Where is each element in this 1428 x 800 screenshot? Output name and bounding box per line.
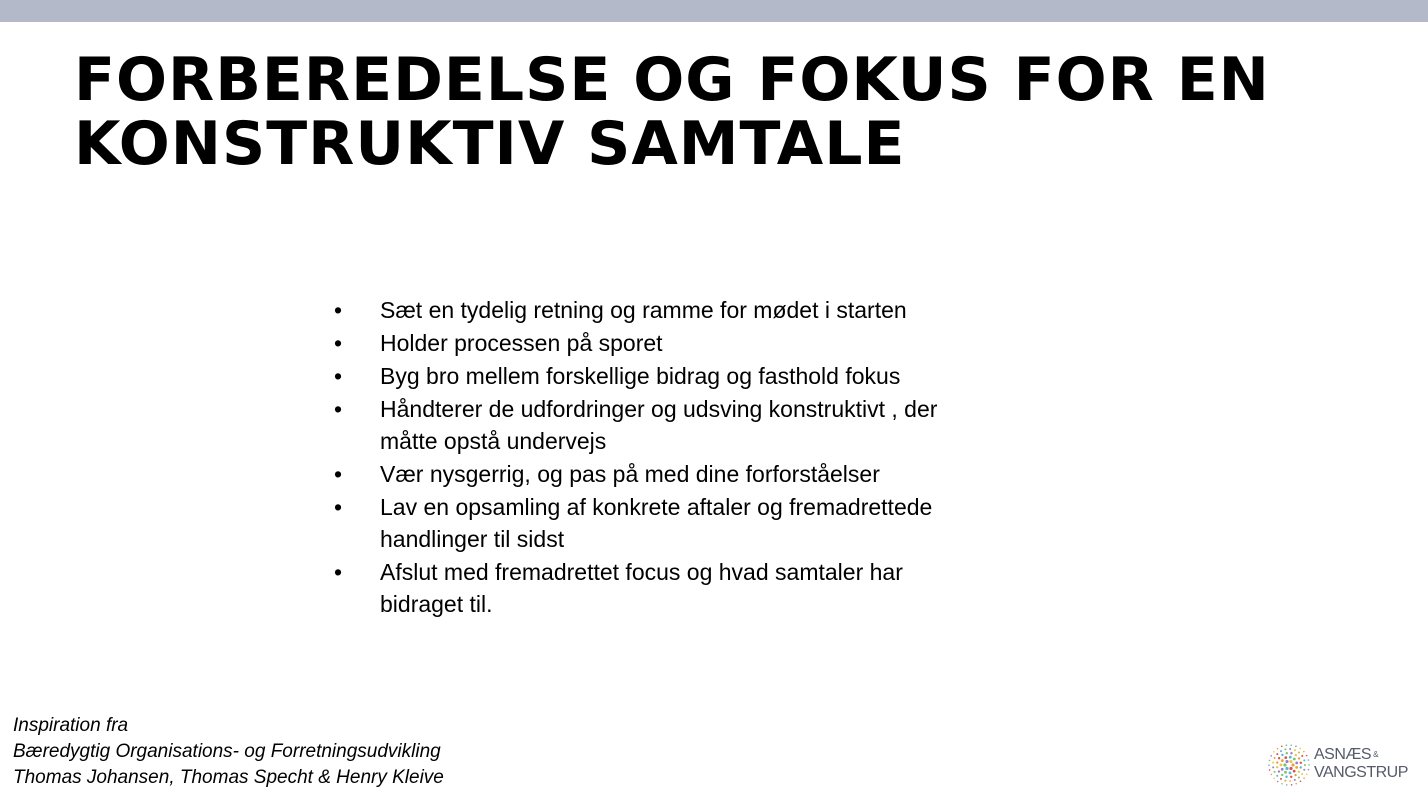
- logo-dot: [1276, 753, 1278, 755]
- logo-wordmark: [1314, 746, 1408, 782]
- company-logo: [1266, 742, 1411, 790]
- credit-line: Thomas Johansen, Thomas Specht & Henry Kleive: [13, 767, 444, 788]
- logo-dot: [1281, 754, 1283, 756]
- logo-dot: [1285, 760, 1288, 763]
- logo-dot: [1295, 783, 1297, 785]
- logo-dot: [1274, 771, 1276, 773]
- logo-dot: [1290, 776, 1292, 778]
- bullet-item: [332, 458, 1032, 490]
- logo-dot: [1273, 751, 1275, 753]
- logo-dot: [1295, 754, 1297, 756]
- bullet-text: Holder processen på sporet: [380, 330, 663, 356]
- logo-ampersand: &: [1373, 750, 1378, 759]
- logo-dot: [1281, 759, 1284, 762]
- bullet-icon: •: [334, 297, 343, 323]
- logo-dot: [1294, 779, 1296, 781]
- logo-dot: [1298, 752, 1300, 754]
- logo-dot: [1303, 769, 1305, 771]
- bullet-item: [332, 360, 1032, 392]
- logo-dot: [1272, 762, 1274, 764]
- bullet-text: Lav en opsamling af konkrete aftaler og fremadrettede: [380, 494, 933, 520]
- logo-dot: [1291, 763, 1294, 766]
- logo-dot: [1281, 768, 1284, 771]
- bullet-item: [332, 393, 1032, 457]
- logo-dot: [1277, 748, 1279, 750]
- logo-dot: [1300, 781, 1302, 783]
- logo-dot: [1269, 760, 1271, 762]
- logo-dots-icon: [1266, 742, 1312, 788]
- bullet-text: Byg bro mellem forskellige bidrag og fasthold fokus: [380, 363, 901, 389]
- logo-dot: [1289, 756, 1292, 759]
- logo-dot: [1276, 761, 1278, 763]
- logo-dot: [1273, 778, 1275, 780]
- bullet-item: [332, 327, 1032, 359]
- logo-dot: [1295, 766, 1298, 769]
- logo-dot: [1304, 764, 1306, 766]
- logo-dot: [1276, 766, 1278, 768]
- logo-dot: [1303, 777, 1305, 779]
- logo-dot: [1286, 784, 1288, 786]
- logo-dot: [1281, 774, 1283, 776]
- logo-dot: [1281, 746, 1283, 748]
- logo-dot: [1268, 764, 1270, 766]
- logo-dot: [1276, 775, 1278, 777]
- bullet-icon: •: [334, 363, 343, 389]
- bullet-item: [332, 556, 1032, 620]
- logo-dot: [1289, 772, 1292, 775]
- logo-dot: [1300, 762, 1302, 764]
- logo-dot: [1293, 758, 1296, 761]
- logo-dot: [1299, 748, 1301, 750]
- bullet-icon: •: [334, 461, 343, 487]
- logo-dot: [1270, 755, 1272, 757]
- logo-dot: [1286, 752, 1288, 754]
- credit-line: Inspiration fra: [13, 715, 129, 736]
- footer-credit: [13, 713, 444, 791]
- logo-dot: [1301, 755, 1303, 757]
- logo-dot: [1293, 770, 1296, 773]
- logo-line-2: VANGSTRUP: [1314, 764, 1408, 781]
- logo-dot: [1285, 767, 1288, 770]
- logo-dot: [1271, 774, 1273, 776]
- logo-dot: [1289, 748, 1291, 750]
- logo-dot: [1290, 752, 1292, 754]
- logo-dot: [1306, 773, 1308, 775]
- bullet-icon: •: [334, 330, 343, 356]
- bullet-list: [332, 294, 1032, 621]
- logo-dot: [1308, 769, 1310, 771]
- logo-dot: [1286, 744, 1288, 746]
- logo-dot: [1308, 764, 1310, 766]
- bullet-item: [332, 491, 1032, 555]
- logo-dot: [1274, 757, 1276, 759]
- logo-dot: [1285, 776, 1287, 778]
- logo-dot: [1284, 756, 1287, 759]
- logo-dot: [1300, 766, 1302, 768]
- logo-dot: [1278, 770, 1280, 772]
- logo-dot: [1280, 763, 1283, 766]
- logo-dot: [1303, 759, 1305, 761]
- logo-dot: [1295, 761, 1298, 764]
- bullet-item: [332, 294, 1032, 326]
- slide-title: [74, 45, 1374, 179]
- bullet-icon: •: [334, 396, 343, 422]
- logo-dot: [1294, 774, 1296, 776]
- logo-dot: [1284, 780, 1286, 782]
- top-accent-bar: [0, 0, 1428, 22]
- logo-dot: [1290, 744, 1292, 746]
- bullet-text-continued: bidraget til.: [380, 591, 493, 617]
- logo-dot: [1278, 757, 1280, 759]
- logo-dot: [1289, 780, 1291, 782]
- credit-line: Bæredygtig Organisations- og Forretningsudvikling: [13, 741, 441, 762]
- logo-dot: [1308, 759, 1310, 761]
- logo-dot: [1289, 767, 1292, 770]
- logo-dot: [1303, 751, 1305, 753]
- slide-title-line-1: FORBEREDELSE OG FOKUS FOR EN: [74, 45, 1270, 115]
- logo-dot: [1281, 783, 1283, 785]
- logo-dot: [1280, 778, 1282, 780]
- bullet-text: Sæt en tydelig retning og ramme for mødet i starten: [380, 297, 907, 323]
- logo-dot: [1301, 773, 1303, 775]
- logo-dot: [1277, 781, 1279, 783]
- bullet-text: Håndterer de udfordringer og udsving konstruktivt , der: [380, 396, 938, 422]
- slide-title-line-2: KONSTRUKTIV SAMTALE: [74, 109, 906, 179]
- logo-line-1: ASNÆS: [1314, 746, 1372, 763]
- logo-dot: [1284, 748, 1286, 750]
- logo-dot: [1284, 771, 1287, 774]
- logo-dot: [1298, 777, 1300, 779]
- logo-dot: [1298, 757, 1300, 759]
- bullet-text: Vær nysgerrig, og pas på med dine forforståelser: [380, 461, 880, 487]
- bullet-icon: •: [334, 559, 343, 585]
- logo-dot: [1283, 763, 1286, 766]
- bullet-text-continued: handlinger til sidst: [380, 526, 565, 552]
- bullet-text: Afslut med fremadrettet focus og hvad samtaler har: [380, 559, 903, 585]
- logo-dot: [1295, 745, 1297, 747]
- logo-dot: [1306, 755, 1308, 757]
- logo-dot: [1280, 750, 1282, 752]
- logo-dot: [1289, 760, 1292, 763]
- logo-dot: [1294, 749, 1296, 751]
- logo-dot: [1269, 769, 1271, 771]
- logo-dot: [1272, 766, 1274, 768]
- logo-dot: [1291, 784, 1293, 786]
- logo-dot: [1298, 771, 1300, 773]
- bullet-icon: •: [334, 494, 343, 520]
- bullet-text-continued: måtte opstå undervejs: [380, 428, 607, 454]
